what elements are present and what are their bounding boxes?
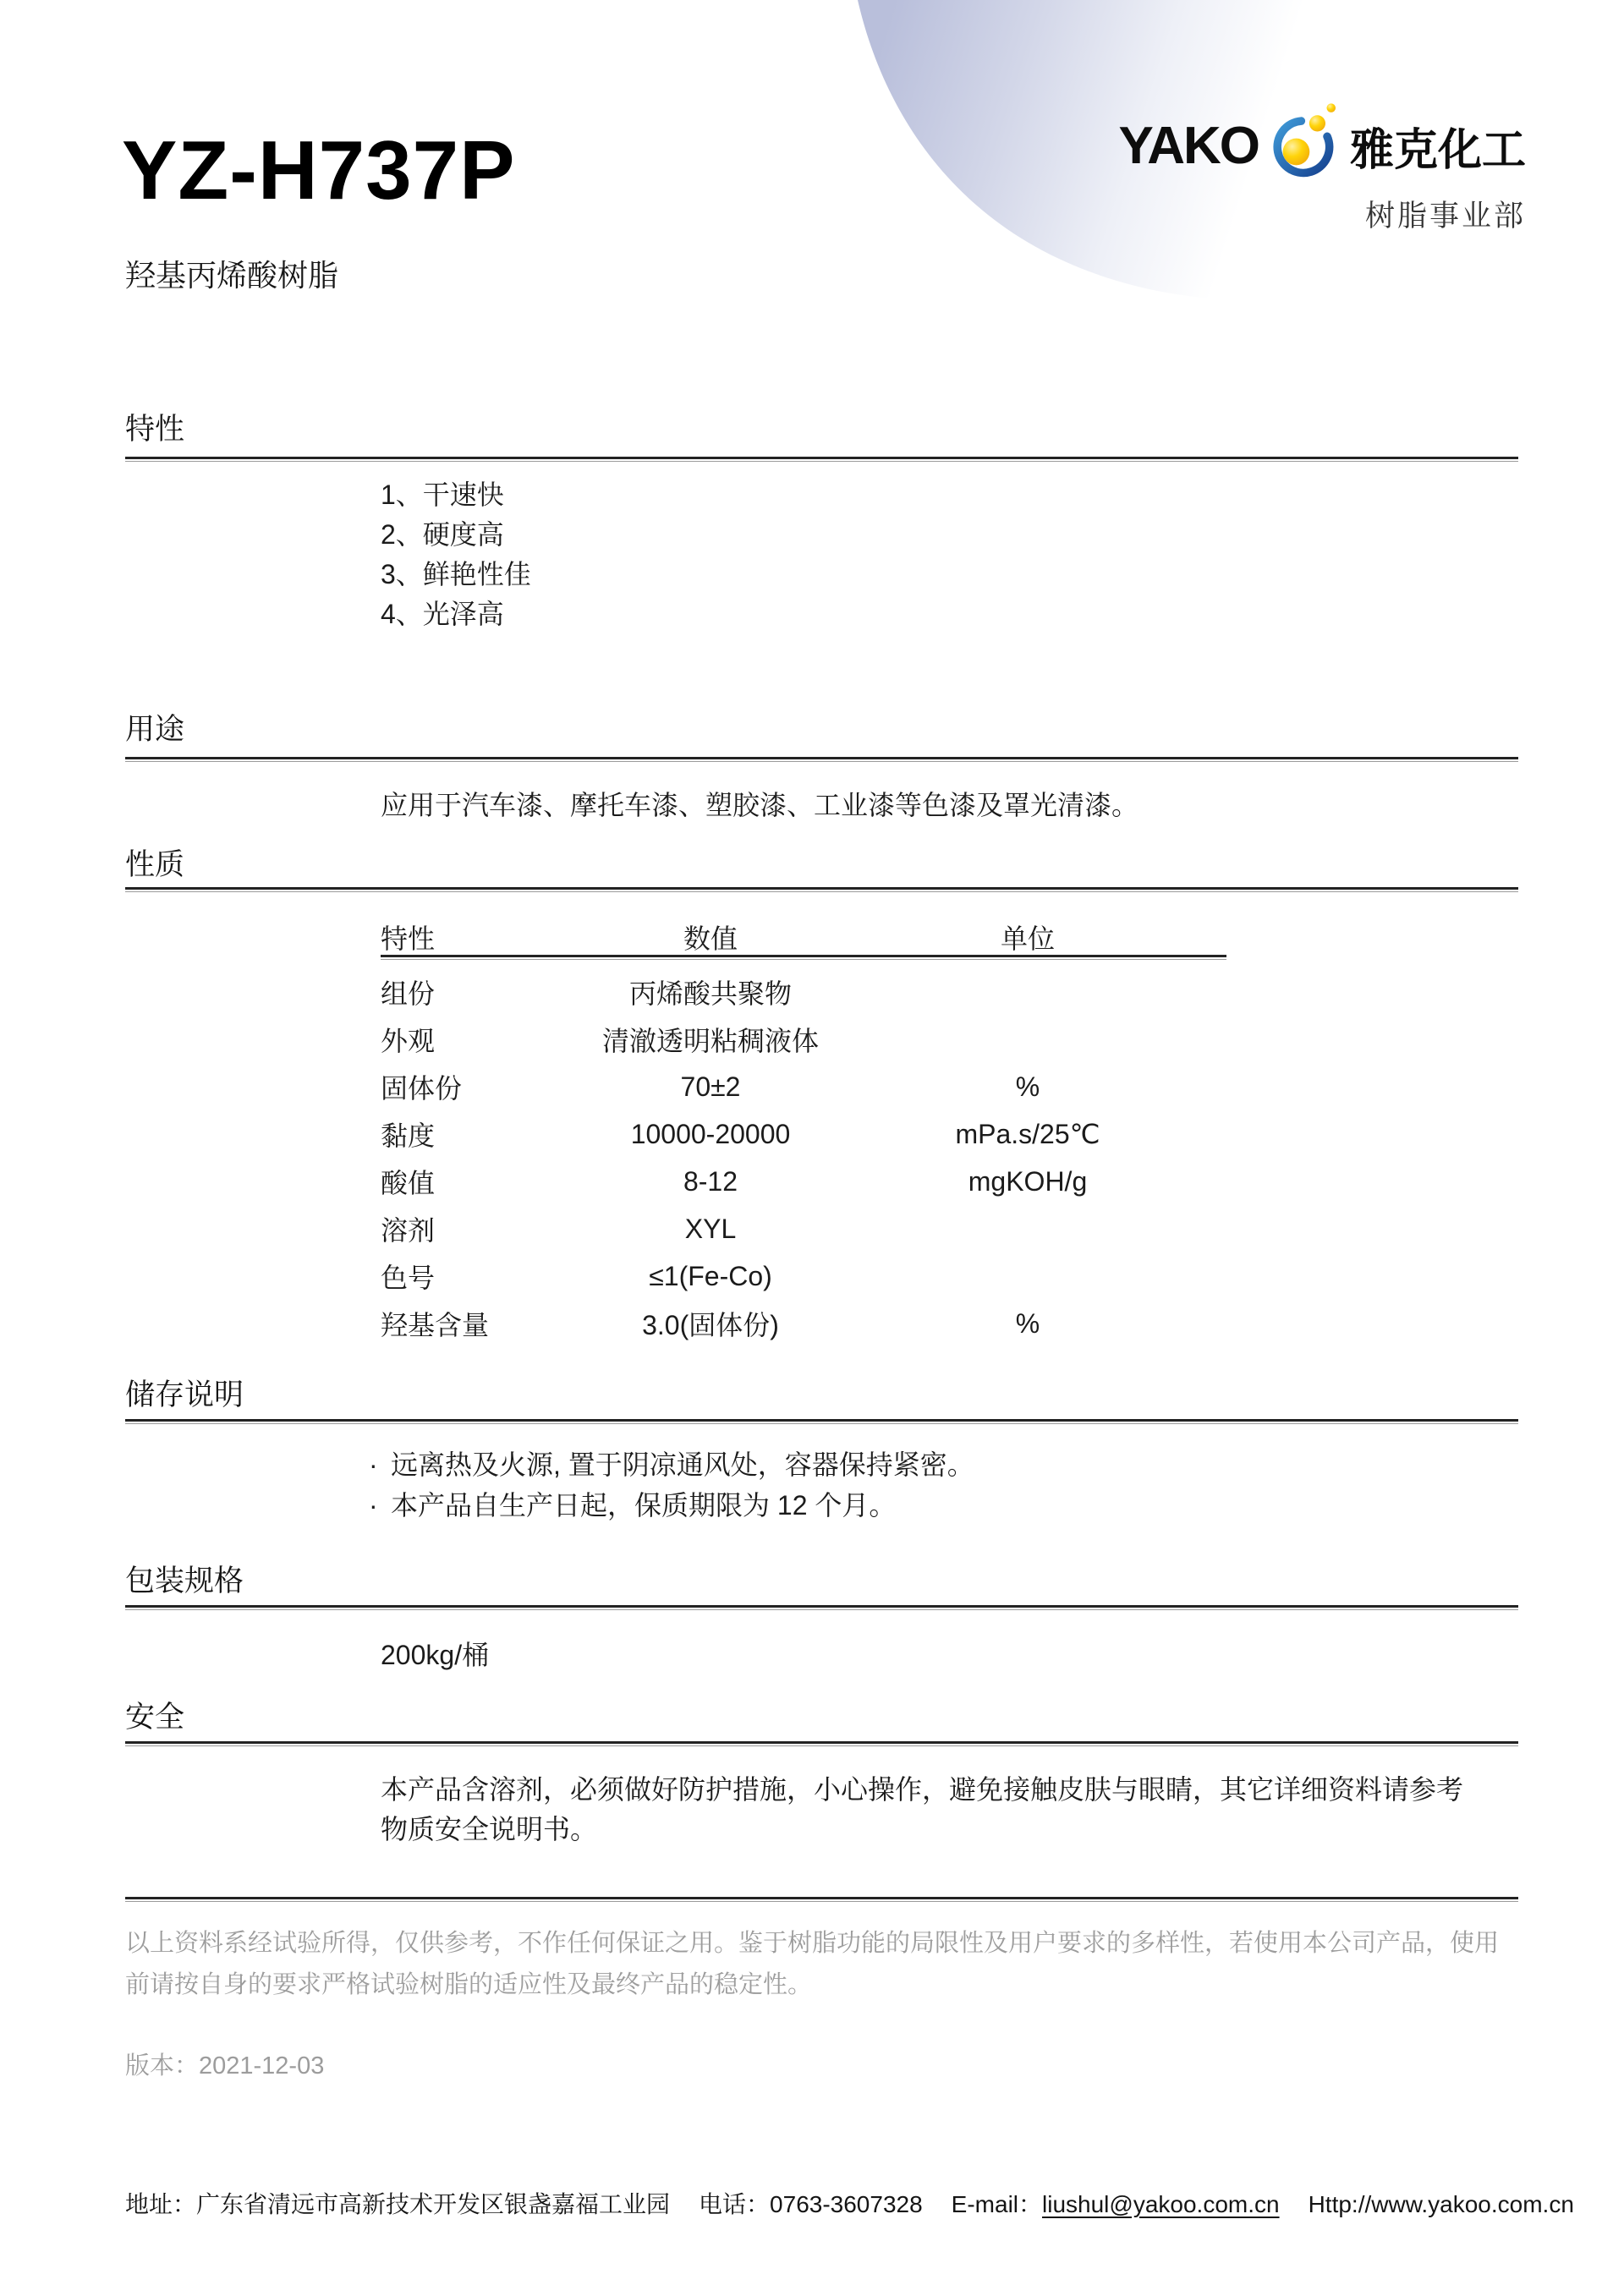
property-value: 丙烯酸共聚物 [628, 978, 792, 1009]
section-safety [125, 1701, 1518, 1849]
col-header-unit: 单位 [1000, 923, 1055, 954]
section-rule [125, 1419, 1518, 1424]
property-name: 色号 [381, 1263, 436, 1293]
safety-text [125, 1770, 1518, 1849]
property-value: 10000-20000 [630, 1118, 791, 1149]
col-header-value: 数值 [683, 923, 738, 954]
email-label: E-mail： [951, 2191, 1043, 2217]
feature-list [125, 475, 1518, 634]
address-label: 地址： [125, 2191, 197, 2217]
section-usage [125, 713, 1518, 823]
table-row [381, 1110, 1226, 1158]
section-rule [125, 457, 1518, 462]
packaging-text: 200kg/桶 [381, 1640, 490, 1670]
table-row [381, 1205, 1226, 1252]
section-features [125, 413, 1518, 634]
safety-text-line: 本产品含溶剂，必须做好防护措施，小心操作，避免接触皮肤与眼睛，其它详细资料请参考 [381, 1774, 1464, 1805]
address-value: 广东省清远市高新技术开发区银盏嘉福工业园 [196, 2191, 671, 2217]
product-subtitle: 羟基丙烯酸树脂 [125, 258, 339, 293]
section-rule [125, 1741, 1518, 1746]
orbit-globe-icon [1265, 101, 1347, 182]
section-properties [125, 848, 1518, 1347]
table-row [381, 1016, 1226, 1063]
table-row [381, 968, 1226, 1016]
section-rule [125, 887, 1518, 892]
section-usage-title: 用途 [125, 713, 185, 746]
phone-value: 0763-3607328 [770, 2191, 923, 2217]
properties-table-header [381, 918, 1226, 953]
property-name: 溶剂 [381, 1215, 436, 1246]
page-title: YZ-H737P [122, 123, 516, 216]
disclaimer-line: 以上资料系经试验所得，仅供参考，不作任何保证之用。鉴于树脂功能的局限性及用户要求的多样性，若使用本公司产品，使用 [125, 1930, 1500, 1957]
property-name: 羟基含量 [381, 1310, 490, 1340]
properties-table [381, 918, 1226, 1347]
bullet-icon: · [369, 1490, 378, 1521]
brand-latin-logotype: YAKO [1118, 116, 1259, 175]
property-unit: % [1015, 1307, 1040, 1339]
property-name: 组份 [381, 978, 436, 1009]
feature-item: 4、光泽高 [381, 599, 504, 629]
property-name: 酸值 [381, 1168, 436, 1198]
property-value: 3.0(固体份) [642, 1310, 779, 1340]
feature-item: 1、干速快 [381, 479, 504, 510]
phone-label: 电话： [699, 2191, 771, 2217]
table-row [381, 1063, 1226, 1110]
footer-phone [699, 2186, 923, 2220]
logo-row [1119, 105, 1526, 186]
property-unit: % [1015, 1071, 1040, 1102]
footer-website: Http://www.yakoo.com.cn [1308, 2191, 1574, 2217]
section-storage [125, 1378, 1518, 1526]
property-name: 黏度 [381, 1121, 436, 1151]
storage-item-text: 远离热及火源, 置于阴凉通风处，容器保持紧密。 [391, 1449, 974, 1480]
table-row [381, 1158, 1226, 1205]
footer-contact-bar [125, 2186, 1574, 2220]
property-value: 8-12 [683, 1165, 738, 1197]
version-label: 版本：2021-12-03 [125, 2052, 325, 2080]
disclaimer-text [125, 1923, 1518, 2006]
storage-item [369, 1444, 1518, 1485]
property-value: ≤1(Fe-Co) [649, 1260, 772, 1291]
section-packaging [125, 1564, 1518, 1673]
storage-item-text: 本产品自生产日起，保质期限为 12 个月。 [391, 1490, 897, 1521]
footer-email [952, 2186, 1280, 2220]
property-value: XYL [684, 1213, 737, 1244]
properties-table-body [381, 968, 1226, 1347]
section-rule [125, 757, 1518, 762]
property-unit: mgKOH/g [968, 1165, 1088, 1197]
division-label: 树脂事业部 [1364, 200, 1526, 233]
storage-list [125, 1444, 1518, 1526]
disclaimer-line: 前请按自身的要求严格试验树脂的适应性及最终产品的稳定性。 [125, 1971, 813, 1998]
section-safety-title: 安全 [125, 1701, 185, 1734]
feature-item: 2、硬度高 [381, 519, 504, 550]
section-packaging-title: 包装规格 [125, 1564, 244, 1597]
usage-text: 应用于汽车漆、摩托车漆、塑胶漆、工业漆等色漆及罩光清漆。 [381, 790, 1139, 820]
email-link[interactable]: liushul@yakoo.com.cn [1042, 2191, 1280, 2217]
property-name: 固体份 [381, 1073, 463, 1104]
section-features-title: 特性 [125, 413, 185, 446]
safety-text-line: 物质安全说明书。 [381, 1814, 598, 1844]
properties-table-wrap [125, 918, 1518, 1347]
property-value: 清澈透明粘稠液体 [601, 1026, 819, 1056]
col-header-property: 特性 [381, 923, 436, 954]
bullet-icon: · [369, 1449, 378, 1480]
section-rule [125, 1605, 1518, 1610]
brand-chinese-logotype: 雅克化工 [1349, 125, 1526, 175]
table-row [381, 1252, 1226, 1300]
property-unit: mPa.s/25℃ [955, 1119, 1100, 1149]
table-row [381, 1300, 1226, 1347]
property-value: 70±2 [680, 1071, 741, 1102]
storage-item [369, 1485, 1518, 1526]
footer-address [125, 2186, 670, 2220]
section-storage-title: 储存说明 [125, 1378, 244, 1411]
property-name: 外观 [381, 1026, 436, 1056]
feature-item: 3、鲜艳性佳 [381, 559, 531, 589]
company-logo [1119, 105, 1526, 235]
section-properties-title: 性质 [125, 848, 185, 881]
bottom-divider-rule [125, 1897, 1518, 1902]
